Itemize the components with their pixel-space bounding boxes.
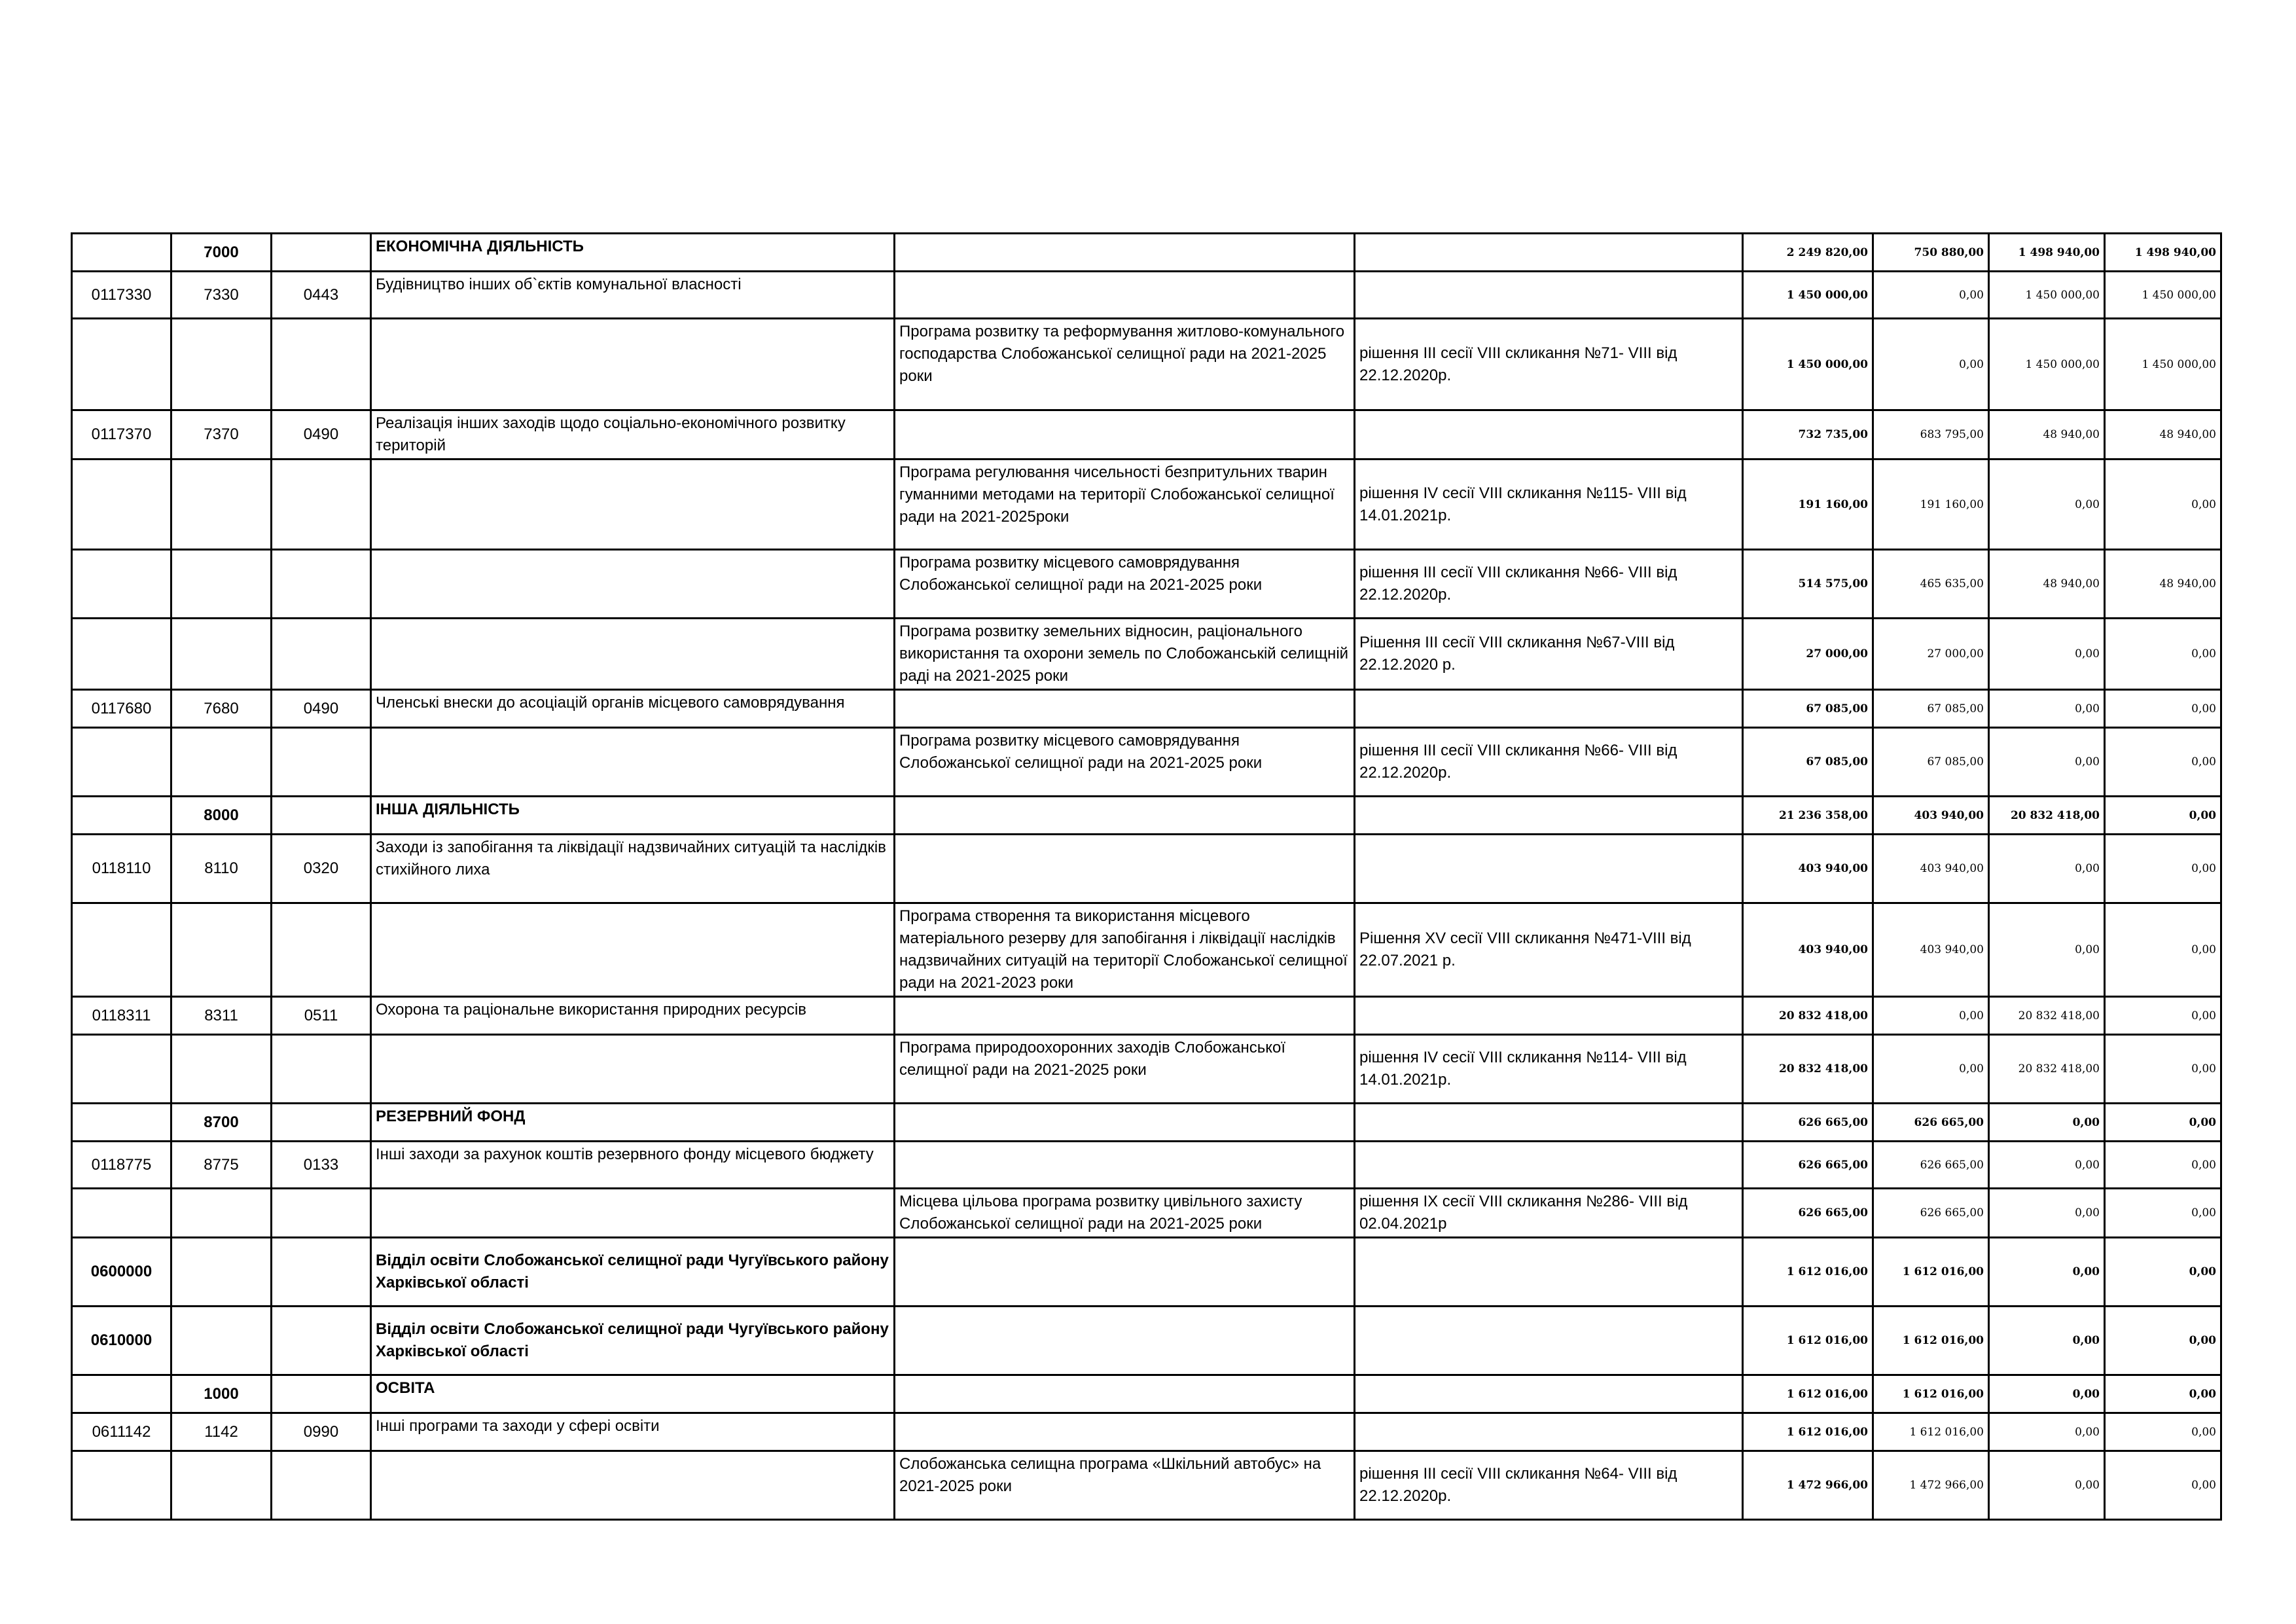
- special-fund-cell: 0,00: [1989, 460, 2105, 550]
- table-row: [72, 835, 2221, 903]
- general-fund-cell: 67 085,00: [1873, 728, 1989, 797]
- decision-cell: [1355, 690, 1743, 728]
- general-fund-cell: 626 665,00: [1873, 1104, 1989, 1142]
- code-kfkv-cell: 0511: [272, 997, 371, 1035]
- total-amount-cell: 2 249 820,00: [1743, 234, 1873, 272]
- program-cell: [895, 1238, 1355, 1307]
- code-kpk-cell: [72, 1104, 171, 1142]
- decision-cell: [1355, 997, 1743, 1035]
- table-row: [72, 1035, 2221, 1104]
- table-row: [72, 410, 2221, 460]
- table-row: [72, 619, 2221, 690]
- general-fund-cell: 403 940,00: [1873, 835, 1989, 903]
- program-cell: [895, 272, 1355, 319]
- development-budget-cell: 0,00: [2105, 1189, 2221, 1238]
- development-budget-cell: 0,00: [2105, 460, 2221, 550]
- code-kfkv-cell: [272, 1238, 371, 1307]
- name-cell: Охорона та раціональне використання природних ресурсів: [371, 997, 895, 1035]
- name-cell: [371, 728, 895, 797]
- name-cell: [371, 1189, 895, 1238]
- total-amount-cell: 27 000,00: [1743, 619, 1873, 690]
- program-cell: Програма створення та використання місцевого матеріального резерву для запобігання і ліквідації наслідків надзвичайних ситуацій на території Слобожанської селищної ради на 2021-2023 роки: [895, 903, 1355, 997]
- code-kpk-cell: [72, 234, 171, 272]
- total-amount-cell: 626 665,00: [1743, 1142, 1873, 1189]
- code-kpk-cell: [72, 460, 171, 550]
- program-cell: [895, 690, 1355, 728]
- total-amount-cell: 1 450 000,00: [1743, 272, 1873, 319]
- total-amount-cell: 20 832 418,00: [1743, 1035, 1873, 1104]
- code-kpk-cell: 0117330: [72, 272, 171, 319]
- general-fund-cell: 67 085,00: [1873, 690, 1989, 728]
- code-kfkv-cell: [272, 1189, 371, 1238]
- code-kpk-cell: 0610000: [72, 1307, 171, 1375]
- program-cell: [895, 234, 1355, 272]
- table-row: [72, 319, 2221, 410]
- development-budget-cell: 1 450 000,00: [2105, 272, 2221, 319]
- code-kfkv-cell: [272, 1375, 371, 1413]
- name-cell: [371, 1451, 895, 1520]
- program-cell: [895, 410, 1355, 460]
- general-fund-cell: 0,00: [1873, 997, 1989, 1035]
- program-cell: Місцева цільова програма розвитку цивільного захисту Слобожанської селищної ради на 2021-2025 роки: [895, 1189, 1355, 1238]
- development-budget-cell: 0,00: [2105, 728, 2221, 797]
- general-fund-cell: 403 940,00: [1873, 797, 1989, 835]
- table-row: [72, 728, 2221, 797]
- name-cell: [371, 319, 895, 410]
- program-cell: Програма регулювання чисельності безпритульних тварин гуманними методами на території Слобожанської селищної ради на 2021-2025роки: [895, 460, 1355, 550]
- development-budget-cell: 0,00: [2105, 1375, 2221, 1413]
- code-kfk-cell: [171, 1238, 272, 1307]
- code-kpk-cell: [72, 903, 171, 997]
- code-kpk-cell: [72, 1375, 171, 1413]
- table-row: [72, 1238, 2221, 1307]
- code-kpk-cell: 0117370: [72, 410, 171, 460]
- code-kfkv-cell: [272, 728, 371, 797]
- code-kfkv-cell: [272, 1451, 371, 1520]
- code-kpk-cell: [72, 728, 171, 797]
- decision-cell: [1355, 797, 1743, 835]
- name-cell: [371, 550, 895, 619]
- decision-cell: рішення ІІІ сесії VIII скликання №66- VIII від 22.12.2020р.: [1355, 728, 1743, 797]
- development-budget-cell: 0,00: [2105, 903, 2221, 997]
- special-fund-cell: 1 450 000,00: [1989, 319, 2105, 410]
- development-budget-cell: 0,00: [2105, 797, 2221, 835]
- total-amount-cell: 403 940,00: [1743, 835, 1873, 903]
- code-kfkv-cell: 0443: [272, 272, 371, 319]
- name-cell: ЕКОНОМІЧНА ДІЯЛЬНІСТЬ: [371, 234, 895, 272]
- name-cell: Інші заходи за рахунок коштів резервного фонду місцевого бюджету: [371, 1142, 895, 1189]
- general-fund-cell: 0,00: [1873, 1035, 1989, 1104]
- table-row: [72, 234, 2221, 272]
- program-cell: [895, 835, 1355, 903]
- code-kfkv-cell: 0490: [272, 690, 371, 728]
- decision-cell: [1355, 1375, 1743, 1413]
- code-kpk-cell: 0117680: [72, 690, 171, 728]
- decision-cell: [1355, 1142, 1743, 1189]
- code-kfkv-cell: [272, 460, 371, 550]
- total-amount-cell: 20 832 418,00: [1743, 997, 1873, 1035]
- development-budget-cell: 0,00: [2105, 1035, 2221, 1104]
- decision-cell: рішення ІІІ сесії VIII скликання №66- VIII від 22.12.2020р.: [1355, 550, 1743, 619]
- general-fund-cell: 626 665,00: [1873, 1189, 1989, 1238]
- total-amount-cell: 514 575,00: [1743, 550, 1873, 619]
- special-fund-cell: 1 498 940,00: [1989, 234, 2105, 272]
- name-cell: [371, 903, 895, 997]
- table-row: [72, 1142, 2221, 1189]
- special-fund-cell: 48 940,00: [1989, 550, 2105, 619]
- code-kfk-cell: [171, 1307, 272, 1375]
- code-kfk-cell: 1142: [171, 1413, 272, 1451]
- decision-cell: рішення ІІІ сесії VIII скликання №71- VIII від 22.12.2020р.: [1355, 319, 1743, 410]
- code-kfk-cell: [171, 1189, 272, 1238]
- general-fund-cell: 1 612 016,00: [1873, 1307, 1989, 1375]
- code-kpk-cell: [72, 550, 171, 619]
- special-fund-cell: 0,00: [1989, 835, 2105, 903]
- total-amount-cell: 1 450 000,00: [1743, 319, 1873, 410]
- name-cell: [371, 460, 895, 550]
- general-fund-cell: 403 940,00: [1873, 903, 1989, 997]
- name-cell: Відділ освіти Слобожанської селищної ради Чугуївського району Харківської області: [371, 1307, 895, 1375]
- decision-cell: [1355, 1307, 1743, 1375]
- program-cell: [895, 1142, 1355, 1189]
- program-cell: [895, 797, 1355, 835]
- code-kfkv-cell: 0490: [272, 410, 371, 460]
- code-kfk-cell: 8311: [171, 997, 272, 1035]
- general-fund-cell: 1 612 016,00: [1873, 1375, 1989, 1413]
- program-cell: Програма розвитку місцевого самоврядування Слобожанської селищної ради на 2021-2025 роки: [895, 728, 1355, 797]
- budget-programs-table: [71, 232, 2222, 1521]
- code-kfk-cell: [171, 619, 272, 690]
- development-budget-cell: 0,00: [2105, 1413, 2221, 1451]
- code-kfkv-cell: 0320: [272, 835, 371, 903]
- program-cell: Слобожанська селищна програма «Шкільний автобус» на 2021-2025 роки: [895, 1451, 1355, 1520]
- decision-cell: рішення ІІІ сесії VIII скликання №64- VIII від 22.12.2020р.: [1355, 1451, 1743, 1520]
- program-cell: Програма природоохоронних заходів Слобожанської селищної ради на 2021-2025 роки: [895, 1035, 1355, 1104]
- table-row: [72, 690, 2221, 728]
- program-cell: [895, 1413, 1355, 1451]
- special-fund-cell: 20 832 418,00: [1989, 997, 2105, 1035]
- general-fund-cell: 465 635,00: [1873, 550, 1989, 619]
- code-kfkv-cell: [272, 234, 371, 272]
- code-kfk-cell: [171, 1451, 272, 1520]
- general-fund-cell: 750 880,00: [1873, 234, 1989, 272]
- decision-cell: [1355, 1104, 1743, 1142]
- total-amount-cell: 1 612 016,00: [1743, 1413, 1873, 1451]
- table-row: [72, 903, 2221, 997]
- table-row: [72, 1307, 2221, 1375]
- general-fund-cell: 1 612 016,00: [1873, 1413, 1989, 1451]
- code-kpk-cell: 0611142: [72, 1413, 171, 1451]
- code-kfkv-cell: [272, 1035, 371, 1104]
- decision-cell: [1355, 1413, 1743, 1451]
- decision-cell: [1355, 835, 1743, 903]
- decision-cell: [1355, 410, 1743, 460]
- table-row: [72, 797, 2221, 835]
- program-cell: [895, 1375, 1355, 1413]
- code-kfk-cell: 7680: [171, 690, 272, 728]
- special-fund-cell: 0,00: [1989, 690, 2105, 728]
- special-fund-cell: 0,00: [1989, 619, 2105, 690]
- code-kfk-cell: [171, 319, 272, 410]
- code-kfk-cell: 1000: [171, 1375, 272, 1413]
- table-row: [72, 272, 2221, 319]
- total-amount-cell: 626 665,00: [1743, 1189, 1873, 1238]
- development-budget-cell: 48 940,00: [2105, 550, 2221, 619]
- code-kfk-cell: 7330: [171, 272, 272, 319]
- general-fund-cell: 626 665,00: [1873, 1142, 1989, 1189]
- total-amount-cell: 191 160,00: [1743, 460, 1873, 550]
- total-amount-cell: 626 665,00: [1743, 1104, 1873, 1142]
- decision-cell: [1355, 272, 1743, 319]
- general-fund-cell: 0,00: [1873, 319, 1989, 410]
- development-budget-cell: 48 940,00: [2105, 410, 2221, 460]
- table-row: [72, 1375, 2221, 1413]
- code-kfkv-cell: [272, 1104, 371, 1142]
- special-fund-cell: 20 832 418,00: [1989, 1035, 2105, 1104]
- special-fund-cell: 0,00: [1989, 1307, 2105, 1375]
- program-cell: [895, 997, 1355, 1035]
- special-fund-cell: 48 940,00: [1989, 410, 2105, 460]
- development-budget-cell: 0,00: [2105, 1238, 2221, 1307]
- table-row: [72, 1104, 2221, 1142]
- program-cell: [895, 1104, 1355, 1142]
- total-amount-cell: 403 940,00: [1743, 903, 1873, 997]
- name-cell: Заходи із запобігання та ліквідації надзвичайних ситуацій та наслідків стихійного лиха: [371, 835, 895, 903]
- code-kpk-cell: 0118311: [72, 997, 171, 1035]
- program-cell: Програма розвитку та реформування житлово-комунального господарства Слобожанської селищної ради на 2021-2025 роки: [895, 319, 1355, 410]
- code-kfkv-cell: [272, 550, 371, 619]
- general-fund-cell: 191 160,00: [1873, 460, 1989, 550]
- name-cell: Відділ освіти Слобожанської селищної ради Чугуївського району Харківської області: [371, 1238, 895, 1307]
- code-kpk-cell: [72, 619, 171, 690]
- code-kfk-cell: [171, 1035, 272, 1104]
- total-amount-cell: 1 612 016,00: [1743, 1238, 1873, 1307]
- general-fund-cell: 1 612 016,00: [1873, 1238, 1989, 1307]
- code-kpk-cell: [72, 319, 171, 410]
- special-fund-cell: 20 832 418,00: [1989, 797, 2105, 835]
- development-budget-cell: 0,00: [2105, 1104, 2221, 1142]
- table-body: [72, 234, 2221, 1520]
- name-cell: ОСВІТА: [371, 1375, 895, 1413]
- code-kfkv-cell: [272, 619, 371, 690]
- special-fund-cell: 0,00: [1989, 1238, 2105, 1307]
- code-kfkv-cell: [272, 1307, 371, 1375]
- code-kfkv-cell: [272, 797, 371, 835]
- table-row: [72, 1451, 2221, 1520]
- code-kfk-cell: 8775: [171, 1142, 272, 1189]
- special-fund-cell: 1 450 000,00: [1989, 272, 2105, 319]
- table-row: [72, 1413, 2221, 1451]
- special-fund-cell: 0,00: [1989, 1451, 2105, 1520]
- code-kfk-cell: [171, 550, 272, 619]
- development-budget-cell: 0,00: [2105, 835, 2221, 903]
- code-kfkv-cell: [272, 903, 371, 997]
- special-fund-cell: 0,00: [1989, 1189, 2105, 1238]
- decision-cell: [1355, 1238, 1743, 1307]
- code-kfkv-cell: 0990: [272, 1413, 371, 1451]
- table-row: [72, 997, 2221, 1035]
- decision-cell: Рішення XV сесії VIII скликання №471-VIII від 22.07.2021 р.: [1355, 903, 1743, 997]
- code-kfk-cell: 8000: [171, 797, 272, 835]
- special-fund-cell: 0,00: [1989, 1413, 2105, 1451]
- special-fund-cell: 0,00: [1989, 728, 2105, 797]
- special-fund-cell: 0,00: [1989, 1375, 2105, 1413]
- code-kfk-cell: [171, 728, 272, 797]
- name-cell: [371, 619, 895, 690]
- total-amount-cell: 1 472 966,00: [1743, 1451, 1873, 1520]
- general-fund-cell: 27 000,00: [1873, 619, 1989, 690]
- total-amount-cell: 1 612 016,00: [1743, 1307, 1873, 1375]
- general-fund-cell: 683 795,00: [1873, 410, 1989, 460]
- program-cell: Програма розвитку місцевого самоврядування Слобожанської селищної ради на 2021-2025 роки: [895, 550, 1355, 619]
- program-cell: Програма розвитку земельних відносин, раціонального використання та охорони земель по Слобожанській селищній раді на 2021-2025 роки: [895, 619, 1355, 690]
- general-fund-cell: 0,00: [1873, 272, 1989, 319]
- development-budget-cell: 0,00: [2105, 1142, 2221, 1189]
- name-cell: Членські внески до асоціацій органів місцевого самоврядування: [371, 690, 895, 728]
- name-cell: [371, 1035, 895, 1104]
- code-kfk-cell: 8700: [171, 1104, 272, 1142]
- development-budget-cell: 0,00: [2105, 997, 2221, 1035]
- program-cell: [895, 1307, 1355, 1375]
- development-budget-cell: 0,00: [2105, 619, 2221, 690]
- code-kpk-cell: 0118775: [72, 1142, 171, 1189]
- table-row: [72, 550, 2221, 619]
- name-cell: ІНША ДІЯЛЬНІСТЬ: [371, 797, 895, 835]
- total-amount-cell: 732 735,00: [1743, 410, 1873, 460]
- development-budget-cell: 1 450 000,00: [2105, 319, 2221, 410]
- total-amount-cell: 67 085,00: [1743, 690, 1873, 728]
- special-fund-cell: 0,00: [1989, 903, 2105, 997]
- code-kpk-cell: 0118110: [72, 835, 171, 903]
- code-kfk-cell: 7000: [171, 234, 272, 272]
- decision-cell: рішення IV сесії VIII скликання №115- VIII від 14.01.2021р.: [1355, 460, 1743, 550]
- code-kfkv-cell: 0133: [272, 1142, 371, 1189]
- decision-cell: рішення IX сесії VIII скликання №286- VIII від 02.04.2021р: [1355, 1189, 1743, 1238]
- code-kpk-cell: [72, 1035, 171, 1104]
- code-kfk-cell: [171, 460, 272, 550]
- code-kpk-cell: 0600000: [72, 1238, 171, 1307]
- code-kfk-cell: 8110: [171, 835, 272, 903]
- name-cell: РЕЗЕРВНИЙ ФОНД: [371, 1104, 895, 1142]
- development-budget-cell: 0,00: [2105, 1451, 2221, 1520]
- table-row: [72, 1189, 2221, 1238]
- special-fund-cell: 0,00: [1989, 1104, 2105, 1142]
- decision-cell: рішення IV сесії VIII скликання №114- VIII від 14.01.2021р.: [1355, 1035, 1743, 1104]
- table-row: [72, 460, 2221, 550]
- code-kfk-cell: 7370: [171, 410, 272, 460]
- code-kpk-cell: [72, 1451, 171, 1520]
- code-kpk-cell: [72, 797, 171, 835]
- name-cell: Будівництво інших об`єктів комунальної власності: [371, 272, 895, 319]
- special-fund-cell: 0,00: [1989, 1142, 2105, 1189]
- code-kfkv-cell: [272, 319, 371, 410]
- general-fund-cell: 1 472 966,00: [1873, 1451, 1989, 1520]
- development-budget-cell: 0,00: [2105, 690, 2221, 728]
- code-kpk-cell: [72, 1189, 171, 1238]
- development-budget-cell: 1 498 940,00: [2105, 234, 2221, 272]
- development-budget-cell: 0,00: [2105, 1307, 2221, 1375]
- total-amount-cell: 1 612 016,00: [1743, 1375, 1873, 1413]
- name-cell: Інші програми та заходи у сфері освіти: [371, 1413, 895, 1451]
- decision-cell: Рішення ІІІ сесії VIII скликання №67-VIII від 22.12.2020 р.: [1355, 619, 1743, 690]
- code-kfk-cell: [171, 903, 272, 997]
- decision-cell: [1355, 234, 1743, 272]
- name-cell: Реалізація інших заходів щодо соціально-економічного розвитку територій: [371, 410, 895, 460]
- total-amount-cell: 67 085,00: [1743, 728, 1873, 797]
- total-amount-cell: 21 236 358,00: [1743, 797, 1873, 835]
